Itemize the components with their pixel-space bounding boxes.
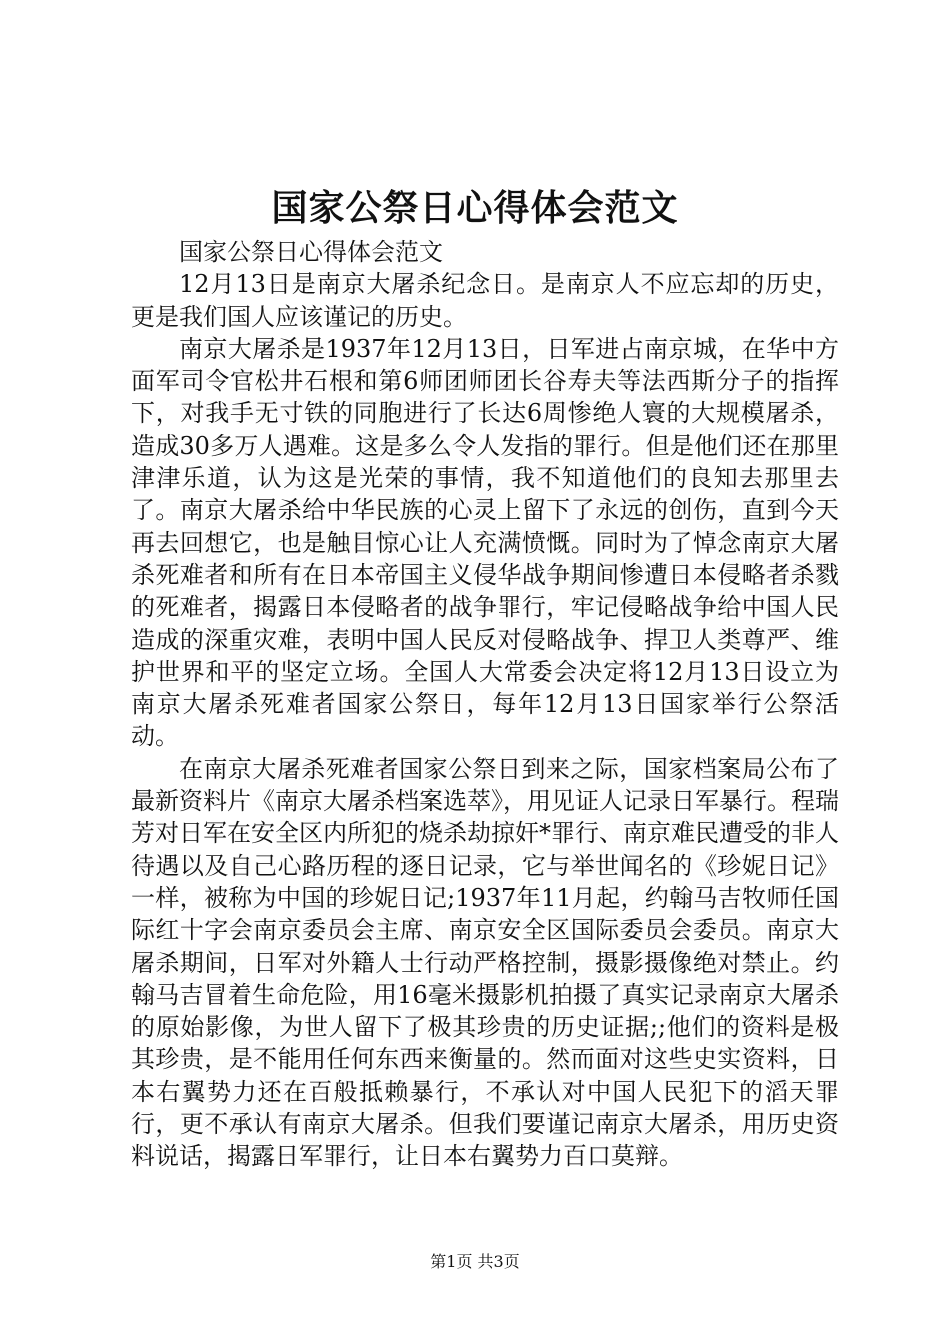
paragraph-intro: 12月13日是南京大屠杀纪念日。是南京人不应忘却的历史，更是我们国人应该谨记的历史。 (131, 270, 839, 331)
paragraph-history: 南京大屠杀是1937年12月13日，日军进占南京城，在华中方面军司令官松井石根和第6师团师团长谷寿夫等法西斯分子的指挥下，对我手无寸铁的同胞进行了长达6周惨绝人寰的大规模屠杀，造成30多万人遇难。这是多么令人发指的罪行。但是他们还在那里津津乐道，认为这是光荣的事情，我不知道他们的良知去那里去了。南京大屠杀给中华民族的心灵上留下了永远的创伤，直到今天再去回想它，也是触目惊心让人充满愤慨。同时为了悼念南京大屠杀死难者和所有在日本帝国主义侵华战争期间惨遭日本侵略者杀戮的死难者，揭露日本侵略者的战争罪行，牢记侵略战争给中国人民造成的深重灾难，表明中国人民反对侵略战争、捍卫人类尊严、维护世界和平的坚定立场。全国人大常委会决定将12月13日设立为南京大屠杀死难者国家公祭日，每年12月13日国家举行公祭活动。 (131, 334, 839, 751)
page-footer: 第1页 共3页 (430, 1252, 520, 1271)
document-subtitle: 国家公祭日心得体会范文 (179, 238, 443, 266)
document-body (131, 236, 839, 1173)
document-title: 国家公祭日心得体会范文 (271, 187, 679, 229)
paragraph-archives: 在南京大屠杀死难者国家公祭日到来之际，国家档案局公布了最新资料片《南京大屠杀档案选萃》，用见证人记录日军暴行。程瑞芳对日军在安全区内所犯的烧杀劫掠奸*罪行、南京难民遭受的非人待遇以及自己心路历程的逐日记录，它与举世闻名的《珍妮日记》一样，被称为中国的珍妮日记;1937年11月起，约翰马吉牧师任国际红十字会南京委员会主席、南京安全区国际委员会委员。南京大屠杀期间，日军对外籍人士行动严格控制，摄影摄像绝对禁止。约翰马吉冒着生命危险，用16毫米摄影机拍摄了真实记录南京大屠杀的原始影像，为世人留下了极其珍贵的历史证据;;他们的资料是极其珍贵，是不能用任何东西来衡量的。然而面对这些史实资料，日本右翼势力还在百般抵赖暴行，不承认对中国人民犯下的滔天罪行，更不承认有南京大屠杀。但我们要谨记南京大屠杀，用历史资料说话，揭露日军罪行，让日本右翼势力百口莫辩。 (131, 754, 839, 1171)
